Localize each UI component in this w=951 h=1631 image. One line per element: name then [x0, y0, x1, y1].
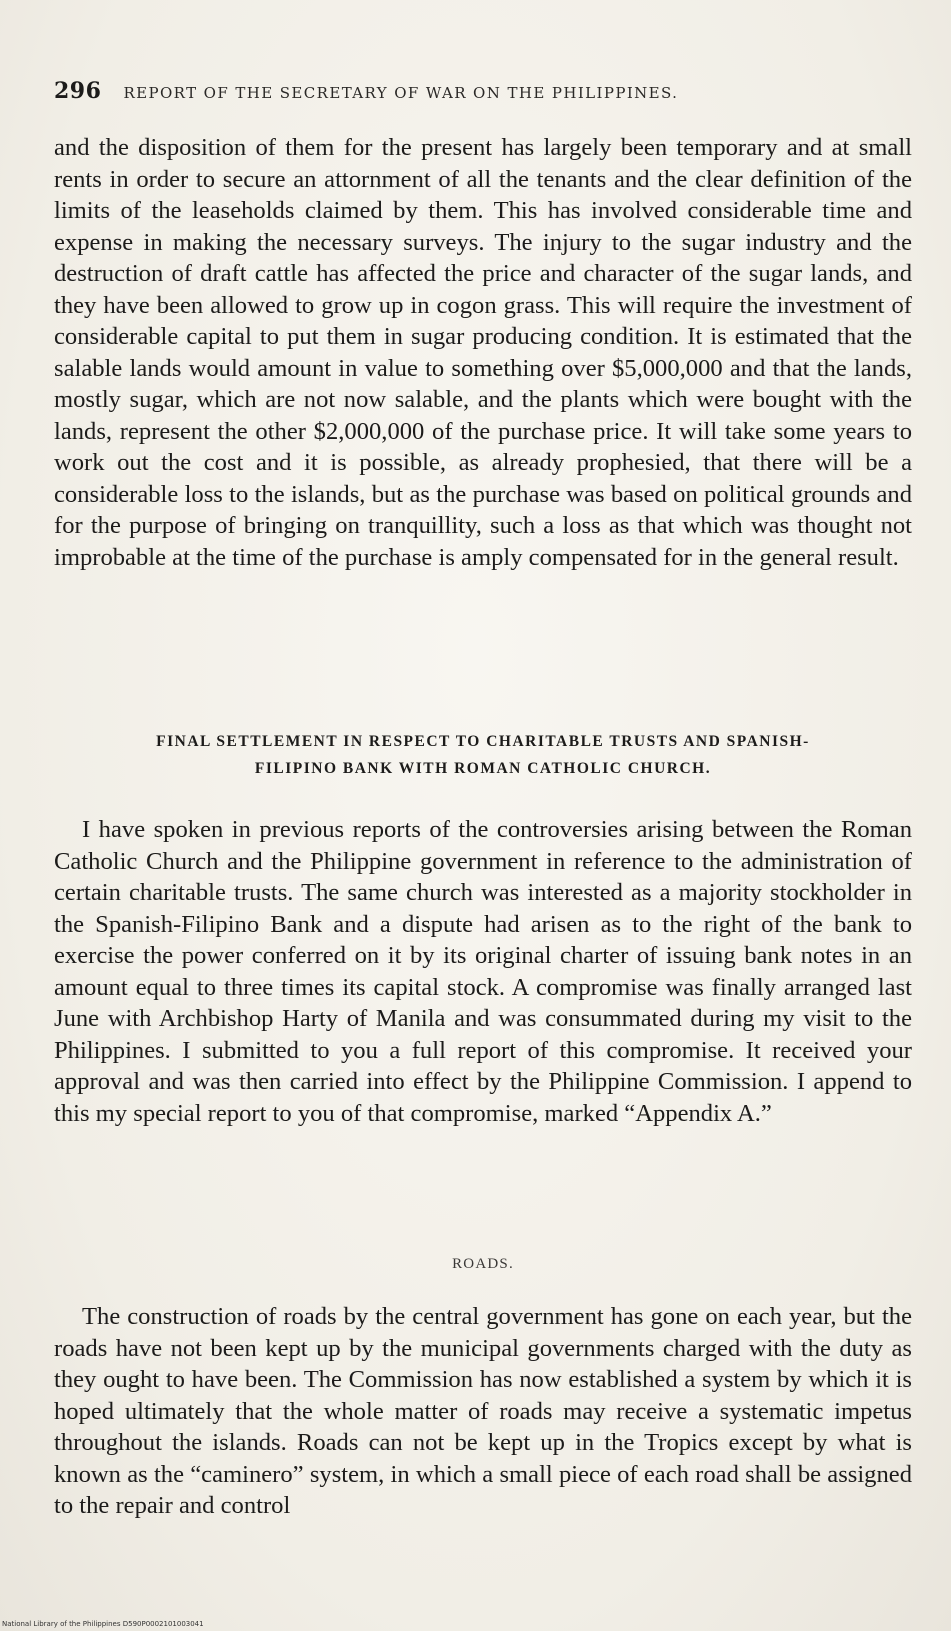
paragraph-trusts: I have spoken in previous reports of the controversies arising between the Roman Catholic Church and the Philippine government in reference to the administration of certain charitable trusts. The same church was interested as a majority stockholder in the Spanish-Filipino Bank and a dispute had arisen as to the right of the bank to exercise the power conferred on it by its original charter of issuing bank notes in an amount equal to three times its capital stock. A compromise was finally arranged last June with Archbishop Harty of Manila and was consummated during my visit to the Philippines. I submitted to you a full report of this compromise. It received your approval and was then carried into effect by the Philippine Commission. I append to this my special report to you of that compromise, marked “Appendix A.” [54, 816, 912, 1127]
paragraph-continuation: and the disposition of them for the present has largely been temporary and at small rents in order to secure an attornment of all the tenants and the clear definition of the limits of the leaseholds claimed by them. This has involved considerable time and expense in making the necessary surveys. The injury to the sugar industry and the destruction of draft cattle has affected the price and character of the sugar lands, and they have been allowed to grow up in cogon grass. This will require the investment of considerable capital to put them in sugar producing condition. It is estimated that the salable lands would amount in value to something over $5,000,000 and that the lands, mostly sugar, which are not now salable, and the plants which were bought with the lands, represent the other $2,000,000 of the purchase price. It will take some years to work out the cost and it is possible, as already prophesied, that there will be a considerable loss to the islands, but as the purchase was based on political grounds and for the purpose of bringing on tranquillity, such a loss as that which was thought not improbable at the time of the purchase is amply compensated for in the general result. [54, 134, 912, 571]
page-header [54, 78, 874, 108]
section-heading-roads: ROADS. [452, 1256, 514, 1272]
section-heading-trusts [54, 728, 912, 782]
running-head: REPORT OF THE SECRETARY OF WAR ON THE PHILIPPINES. [123, 84, 679, 102]
page-number: 296 [54, 78, 102, 104]
section-heading-line: FILIPINO BANK WITH ROMAN CATHOLIC CHURCH. [254, 760, 712, 777]
paragraph-roads: The construction of roads by the central government has gone on each year, but the roads have not been kept up by the municipal governments charged with the duty as they ought to have been. The Commission has now established a system by which it is hoped ultimately that the whole matter of roads may receive a systematic impetus throughout the islands. Roads can not be kept up in the Tropics except by what is known as the “caminero” system, in which a small piece of each road shall be assigned to the repair and control [54, 1303, 912, 1519]
scan-credit: National Library of the Philippines D590P0002101003041 [2, 1620, 204, 1628]
section-heading-line: FINAL SETTLEMENT IN RESPECT TO CHARITABLE TRUSTS AND SPANISH- [156, 733, 810, 750]
